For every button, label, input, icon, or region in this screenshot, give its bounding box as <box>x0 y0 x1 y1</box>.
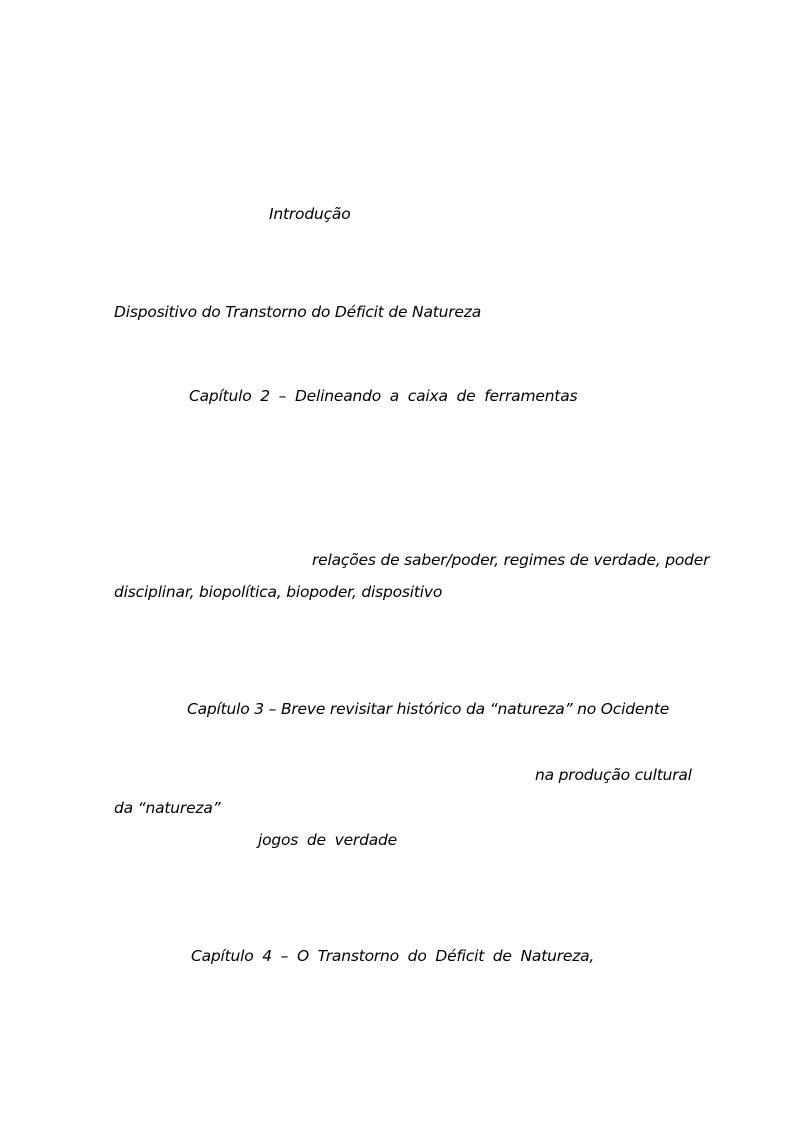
introduction-heading: Introdução <box>269 205 351 223</box>
da-natureza-line: da “natureza” <box>114 799 221 817</box>
chapter-2-title: Capítulo 2 – Delineando a caixa de ferramentas <box>189 387 578 405</box>
jogos-de-verdade-line: jogos de verdade <box>258 831 398 849</box>
dispositivo-line: Dispositivo do Transtorno do Déficit de Natureza <box>114 303 481 321</box>
chapter-3-title: Capítulo 3 – Breve revisitar histórico da “natureza” no Ocidente <box>187 700 670 718</box>
disciplinar-line: disciplinar, biopolítica, biopoder, dispositivo <box>114 583 443 601</box>
producao-cultural-line: na produção cultural <box>535 766 692 784</box>
relacoes-line: relações de saber/poder, regimes de verdade, poder <box>312 551 710 569</box>
chapter-4-title: Capítulo 4 – O Transtorno do Déficit de Natureza, <box>191 947 595 965</box>
